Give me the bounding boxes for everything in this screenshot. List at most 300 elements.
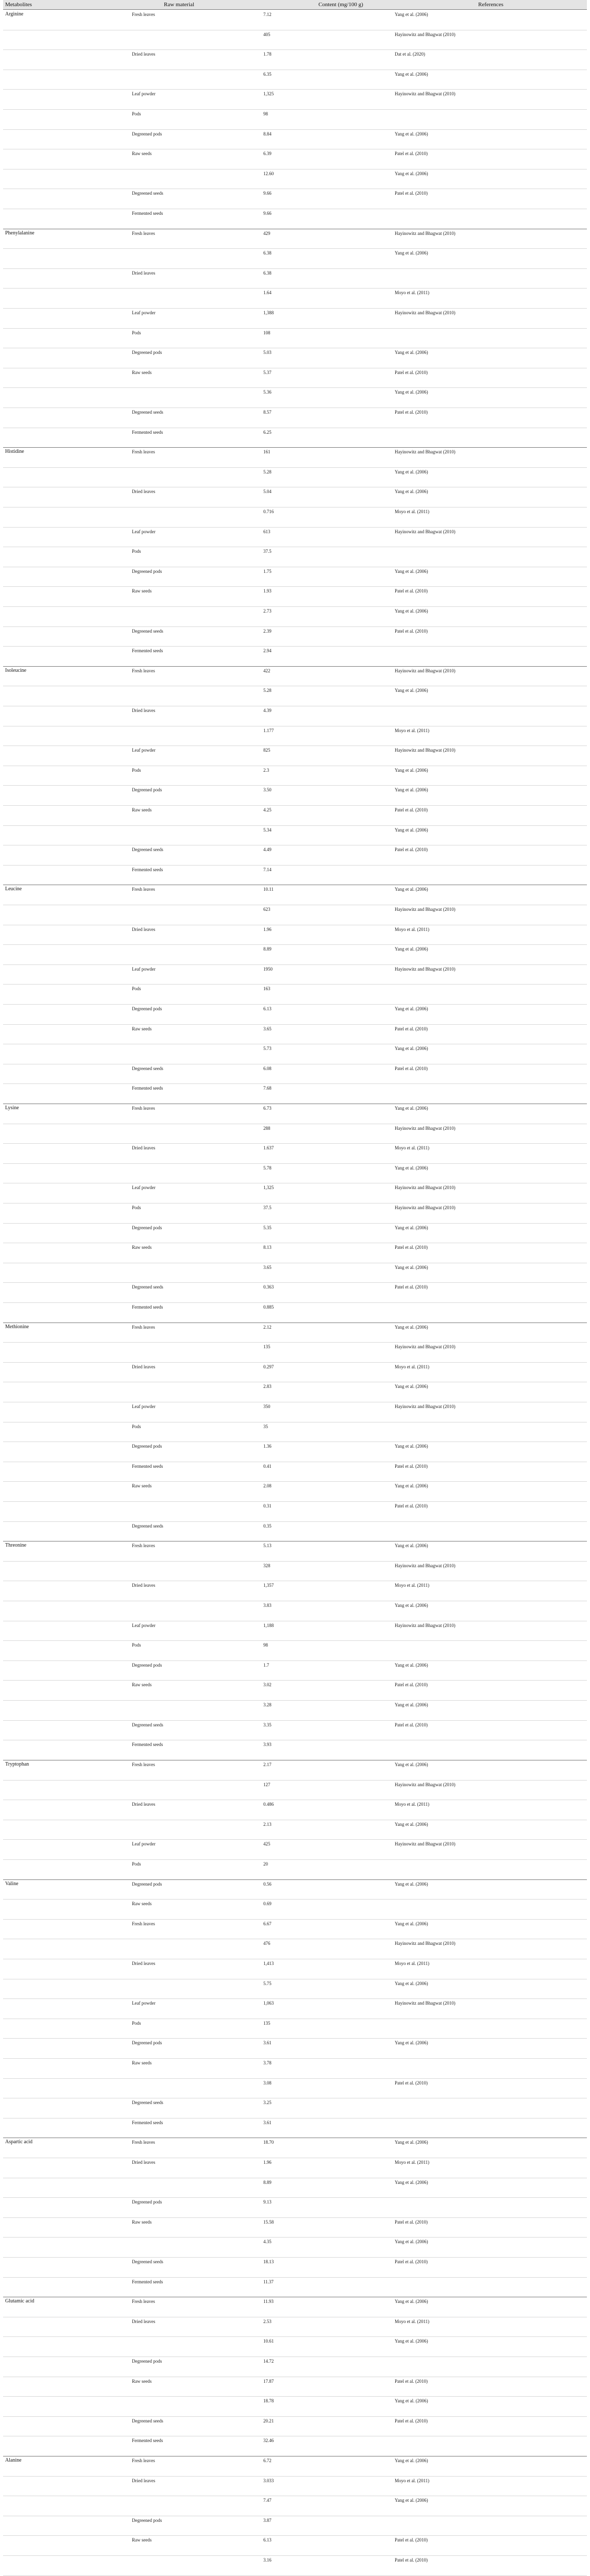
content-cell: 9.66 xyxy=(263,191,272,196)
reference-cell: Yang et al. (2006) xyxy=(395,71,428,77)
content-cell: 1.36 xyxy=(263,1444,272,1449)
raw-material-cell: Pods xyxy=(132,549,141,554)
reference-cell: Hayinowitz and Bhagwat (2010) xyxy=(395,1563,456,1568)
raw-material-cell: Dried leaves xyxy=(132,926,156,932)
row-divider xyxy=(3,2575,587,2576)
raw-material-cell: Degreened seeds xyxy=(132,1065,163,1071)
reference-cell: Yang et al. (2006) xyxy=(395,2398,428,2404)
raw-material-cell: Raw seeds xyxy=(132,807,152,813)
content-cell: 4.49 xyxy=(263,847,272,853)
row-divider xyxy=(3,785,587,786)
reference-cell: Patel et al. (2010) xyxy=(395,1284,428,1290)
row-divider xyxy=(3,825,587,826)
row-divider xyxy=(3,2555,587,2556)
content-cell: 1.96 xyxy=(263,2159,272,2165)
content-cell: 5.36 xyxy=(263,389,272,395)
row-divider xyxy=(3,109,587,110)
content-cell: 2.73 xyxy=(263,608,272,614)
row-divider xyxy=(3,2118,587,2119)
reference-cell: Yang et al. (2006) xyxy=(395,887,428,892)
reference-cell: Yang et al. (2006) xyxy=(395,1384,428,1389)
content-cell: 6.13 xyxy=(263,2537,272,2543)
raw-material-cell: Dried leaves xyxy=(132,270,156,276)
reference-cell: Hayinowitz and Bhagwat (2010) xyxy=(395,1404,456,1410)
raw-material-cell: Fresh leaves xyxy=(132,1761,155,1767)
content-cell: 9.66 xyxy=(263,211,272,216)
content-cell: 3.25 xyxy=(263,2100,272,2106)
metabolite-name: Leucine xyxy=(5,886,22,892)
raw-material-cell: Dried leaves xyxy=(132,2478,156,2483)
raw-material-cell: Raw seeds xyxy=(132,2537,152,2543)
reference-cell: Hayinowitz and Bhagwat (2010) xyxy=(395,1841,456,1847)
raw-material-cell: Degreened seeds xyxy=(132,1523,163,1529)
raw-material-cell: Fermented seeds xyxy=(132,429,163,435)
content-cell: 3.87 xyxy=(263,2517,272,2523)
content-cell: 11.93 xyxy=(263,2299,274,2304)
metabolite-name: Isoleucine xyxy=(5,667,27,673)
content-cell: 429 xyxy=(263,230,271,236)
reference-cell: Moyo et al. (2011) xyxy=(395,2159,430,2165)
reference-cell: Yang et al. (2006) xyxy=(395,2338,428,2344)
reference-cell: Yang et al. (2006) xyxy=(395,767,428,773)
content-cell: 1,325 xyxy=(263,91,274,97)
raw-material-cell: Fresh leaves xyxy=(132,2140,155,2145)
reference-cell: Yang et al. (2006) xyxy=(395,1881,428,1887)
raw-material-cell: Pods xyxy=(132,111,141,116)
reference-cell: Patel et al. (2010) xyxy=(395,847,428,853)
raw-material-cell: Raw seeds xyxy=(132,369,152,375)
reference-cell: Yang et al. (2006) xyxy=(395,171,428,176)
reference-cell: Yang et al. (2006) xyxy=(395,350,428,355)
row-divider xyxy=(3,169,587,170)
row-divider xyxy=(3,2336,587,2337)
raw-material-cell: Dried leaves xyxy=(132,489,156,495)
content-cell: 4.39 xyxy=(263,708,272,714)
content-cell: 1,388 xyxy=(263,310,274,316)
reference-cell: Yang et al. (2006) xyxy=(395,1225,428,1230)
reference-cell: Moyo et al. (2011) xyxy=(395,509,430,515)
raw-material-cell: Pods xyxy=(132,330,141,335)
content-cell: 476 xyxy=(263,1941,271,1946)
content-cell: 5.73 xyxy=(263,1046,272,1052)
reference-cell: Yang et al. (2006) xyxy=(395,1046,428,1052)
content-cell: 161 xyxy=(263,449,271,455)
reference-cell: Patel et al. (2010) xyxy=(395,2537,428,2543)
metabolite-name: Glutamic acid xyxy=(5,2298,35,2304)
content-cell: 2.13 xyxy=(263,1821,272,1827)
row-divider xyxy=(3,1899,587,1900)
row-divider xyxy=(3,2476,587,2477)
content-cell: 163 xyxy=(263,986,271,992)
row-divider xyxy=(3,1083,587,1084)
content-cell: 3.033 xyxy=(263,2478,274,2483)
reference-cell: Yang et al. (2006) xyxy=(395,1106,428,1111)
content-cell: 1.78 xyxy=(263,52,272,57)
raw-material-cell: Degreened pods xyxy=(132,131,162,137)
raw-material-cell: Leaf powder xyxy=(132,966,156,972)
reference-cell: Moyo et al. (2011) xyxy=(395,290,430,296)
content-cell: 3.50 xyxy=(263,787,272,793)
reference-cell: Yang et al. (2006) xyxy=(395,2179,428,2185)
raw-material-cell: Leaf powder xyxy=(132,91,156,97)
reference-cell: Moyo et al. (2011) xyxy=(395,1960,430,1966)
reference-cell: Yang et al. (2006) xyxy=(395,1921,428,1926)
raw-material-cell: Fermented seeds xyxy=(132,648,163,654)
raw-material-cell: Pods xyxy=(132,1861,141,1867)
content-cell: 8.13 xyxy=(263,1245,272,1250)
raw-material-cell: Degreened seeds xyxy=(132,2100,163,2106)
row-divider xyxy=(3,2237,587,2238)
reference-cell: Moyo et al. (2011) xyxy=(395,1583,430,1588)
metabolite-name: Phenylalanine xyxy=(5,230,35,236)
content-cell: 5.75 xyxy=(263,1980,272,1986)
content-cell: 1.64 xyxy=(263,290,272,296)
content-cell: 405 xyxy=(263,31,271,37)
raw-material-cell: Fresh leaves xyxy=(132,2458,155,2463)
content-cell: 0.486 xyxy=(263,1802,274,1807)
content-cell: 5.78 xyxy=(263,1165,272,1171)
content-cell: 135 xyxy=(263,1344,271,1350)
row-divider xyxy=(3,2277,587,2278)
reference-cell: Patel et al. (2010) xyxy=(395,1065,428,1071)
reference-cell: Yang et al. (2006) xyxy=(395,1980,428,1986)
row-divider xyxy=(3,1302,587,1303)
reference-cell: Yang et al. (2006) xyxy=(395,608,428,614)
row-divider xyxy=(3,2038,587,2039)
raw-material-cell: Degreened seeds xyxy=(132,191,163,196)
raw-material-cell: Dried leaves xyxy=(132,1583,156,1588)
row-divider xyxy=(3,89,587,90)
reference-cell: Patel et al. (2010) xyxy=(395,2378,428,2384)
content-cell: 11.37 xyxy=(263,2279,274,2284)
content-cell: 8.57 xyxy=(263,410,272,415)
content-cell: 6.38 xyxy=(263,270,272,276)
reference-cell: Hayinowitz and Bhagwat (2010) xyxy=(395,1205,456,1211)
header-raw-material: Raw material xyxy=(164,2,194,8)
content-cell: 5.04 xyxy=(263,489,272,495)
raw-material-cell: Fresh leaves xyxy=(132,12,155,17)
reference-cell: Moyo et al. (2011) xyxy=(395,926,430,932)
row-divider xyxy=(3,308,587,309)
content-cell: 6.35 xyxy=(263,71,272,77)
reference-cell: Yang et al. (2006) xyxy=(395,1662,428,1668)
content-cell: 0.363 xyxy=(263,1284,274,1290)
content-cell: 135 xyxy=(263,2020,271,2026)
raw-material-cell: Raw seeds xyxy=(132,1901,152,1907)
content-cell: 17.87 xyxy=(263,2378,274,2384)
reference-cell: Yang et al. (2006) xyxy=(395,827,428,833)
reference-cell: Hayinowitz and Bhagwat (2010) xyxy=(395,1125,456,1131)
row-divider xyxy=(3,1660,587,1661)
raw-material-cell: Leaf powder xyxy=(132,1404,156,1410)
reference-cell: Yang et al. (2006) xyxy=(395,2040,428,2046)
row-divider xyxy=(3,49,587,50)
content-cell: 1.93 xyxy=(263,588,272,594)
reference-cell: Hayinowitz and Bhagwat (2010) xyxy=(395,748,456,753)
reference-cell: Yang et al. (2006) xyxy=(395,2458,428,2463)
content-cell: 3.78 xyxy=(263,2060,272,2065)
header-content: Content (mg/100 g) xyxy=(318,2,363,8)
content-cell: 1,357 xyxy=(263,1583,274,1588)
row-divider xyxy=(3,467,587,468)
content-cell: 1.637 xyxy=(263,1145,274,1151)
content-cell: 3.61 xyxy=(263,2040,272,2046)
raw-material-cell: Fermented seeds xyxy=(132,1304,163,1310)
content-cell: 0.885 xyxy=(263,1304,274,1310)
reference-cell: Hayinowitz and Bhagwat (2010) xyxy=(395,1185,456,1191)
reference-cell: Patel et al. (2010) xyxy=(395,2080,428,2086)
reference-cell: Patel et al. (2010) xyxy=(395,2259,428,2264)
content-cell: 6.72 xyxy=(263,2458,272,2463)
row-divider xyxy=(3,288,587,289)
reference-cell: Moyo et al. (2011) xyxy=(395,2478,430,2483)
row-divider xyxy=(3,2217,587,2218)
row-divider xyxy=(3,1919,587,1920)
reference-cell: Patel et al. (2010) xyxy=(395,628,428,634)
raw-material-cell: Degreened pods xyxy=(132,2517,162,2523)
raw-material-cell: Fresh leaves xyxy=(132,1543,155,1549)
content-cell: 1.177 xyxy=(263,727,274,733)
metabolite-name: Threonine xyxy=(5,1543,27,1549)
content-cell: 15.58 xyxy=(263,2219,274,2225)
content-cell: 108 xyxy=(263,330,271,335)
reference-cell: Yang et al. (2006) xyxy=(395,1603,428,1608)
content-cell: 3.61 xyxy=(263,2120,272,2125)
reference-cell: Patel et al. (2010) xyxy=(395,151,428,157)
reference-cell: Yang et al. (2006) xyxy=(395,568,428,574)
reference-cell: Hayinowitz and Bhagwat (2010) xyxy=(395,1782,456,1787)
row-divider xyxy=(3,2257,587,2258)
raw-material-cell: Degreened pods xyxy=(132,350,162,355)
content-cell: 4.35 xyxy=(263,2239,272,2245)
raw-material-cell: Pods xyxy=(132,1423,141,1429)
raw-material-cell: Fresh leaves xyxy=(132,230,155,236)
raw-material-cell: Degreened pods xyxy=(132,2199,162,2205)
content-cell: 5.03 xyxy=(263,350,272,355)
content-cell: 6.38 xyxy=(263,250,272,256)
raw-material-cell: Leaf powder xyxy=(132,310,156,316)
content-cell: 6.25 xyxy=(263,429,272,435)
row-divider xyxy=(3,527,587,528)
reference-cell: Hayinowitz and Bhagwat (2010) xyxy=(395,91,456,97)
row-divider xyxy=(3,1481,587,1482)
raw-material-cell: Fresh leaves xyxy=(132,668,155,673)
reference-cell: Hayinowitz and Bhagwat (2010) xyxy=(395,2001,456,2006)
row-divider xyxy=(3,1680,587,1681)
content-cell: 1.75 xyxy=(263,568,272,574)
row-divider xyxy=(3,745,587,746)
row-divider xyxy=(3,1780,587,1781)
row-divider xyxy=(3,2535,587,2536)
row-divider xyxy=(3,1223,587,1224)
group-divider xyxy=(3,447,587,448)
row-divider xyxy=(3,1163,587,1164)
content-cell: 14.72 xyxy=(263,2358,274,2364)
row-divider xyxy=(3,1700,587,1701)
content-cell: 5.35 xyxy=(263,1225,272,1230)
content-cell: 0.41 xyxy=(263,1463,272,1469)
reference-cell: Moyo et al. (2011) xyxy=(395,1802,430,1807)
raw-material-cell: Raw seeds xyxy=(132,2219,152,2225)
content-cell: 0.35 xyxy=(263,1523,272,1529)
content-cell: 8.89 xyxy=(263,946,272,952)
content-cell: 2.3 xyxy=(263,767,269,773)
reference-cell: Yang et al. (2006) xyxy=(395,1165,428,1171)
raw-material-cell: Raw seeds xyxy=(132,1682,152,1688)
raw-material-cell: Fresh leaves xyxy=(132,887,155,892)
row-divider xyxy=(3,805,587,806)
row-divider xyxy=(3,1501,587,1502)
reference-cell: Patel et al. (2010) xyxy=(395,191,428,196)
reference-cell: Yang et al. (2006) xyxy=(395,131,428,137)
reference-cell: Yang et al. (2006) xyxy=(395,1324,428,1330)
row-divider xyxy=(3,1342,587,1343)
content-cell: 2.83 xyxy=(263,1384,272,1389)
raw-material-cell: Dried leaves xyxy=(132,2159,156,2165)
reference-cell: Yang et al. (2006) xyxy=(395,469,428,474)
raw-material-cell: Dried leaves xyxy=(132,52,156,57)
reference-cell: Yang et al. (2006) xyxy=(395,946,428,952)
row-divider xyxy=(3,1839,587,1840)
reference-cell: Yang et al. (2006) xyxy=(395,2299,428,2304)
row-divider xyxy=(3,129,587,130)
content-cell: 37.5 xyxy=(263,1205,272,1211)
content-cell: 35 xyxy=(263,1423,268,1429)
reference-cell: Yang et al. (2006) xyxy=(395,2498,428,2503)
reference-cell: Patel et al. (2010) xyxy=(395,369,428,375)
raw-material-cell: Leaf powder xyxy=(132,748,156,753)
reference-cell: Hayinowitz and Bhagwat (2010) xyxy=(395,1344,456,1350)
row-divider xyxy=(3,328,587,329)
row-divider xyxy=(3,1004,587,1005)
row-divider xyxy=(3,1720,587,1721)
content-cell: 10.61 xyxy=(263,2338,274,2344)
reference-cell: Yang et al. (2006) xyxy=(395,1702,428,1708)
raw-material-cell: Fermented seeds xyxy=(132,867,163,872)
content-cell: 98 xyxy=(263,111,268,116)
content-cell: 1950 xyxy=(263,966,273,972)
content-cell: 1,188 xyxy=(263,1622,274,1628)
content-cell: 8.89 xyxy=(263,2179,272,2185)
row-divider xyxy=(3,646,587,647)
content-cell: 6.08 xyxy=(263,1065,272,1071)
raw-material-cell: Dried leaves xyxy=(132,1960,156,1966)
raw-material-cell: Leaf powder xyxy=(132,1841,156,1847)
raw-material-cell: Fresh leaves xyxy=(132,1106,155,1111)
header-references: References xyxy=(478,2,503,8)
content-cell: 9.13 xyxy=(263,2199,272,2205)
row-divider xyxy=(3,865,587,866)
reference-cell: Moyo et al. (2011) xyxy=(395,1145,430,1151)
row-divider xyxy=(3,387,587,388)
content-cell: 3.08 xyxy=(263,2080,272,2086)
content-cell: 3.28 xyxy=(263,1702,272,1708)
raw-material-cell: Degreened pods xyxy=(132,1006,162,1012)
metabolite-name: Lysine xyxy=(5,1105,19,1111)
reference-cell: Moyo et al. (2011) xyxy=(395,727,430,733)
reference-cell: Hayinowitz and Bhagwat (2010) xyxy=(395,230,456,236)
content-cell: 1.96 xyxy=(263,926,272,932)
raw-material-cell: Degreened seeds xyxy=(132,1722,163,1727)
row-divider xyxy=(3,1024,587,1025)
raw-material-cell: Dried leaves xyxy=(132,1802,156,1807)
content-cell: 3.02 xyxy=(263,1682,272,1688)
raw-material-cell: Degreened pods xyxy=(132,1225,162,1230)
raw-material-cell: Fermented seeds xyxy=(132,2279,163,2284)
raw-material-cell: Raw seeds xyxy=(132,2378,152,2384)
raw-material-cell: Raw seeds xyxy=(132,151,152,157)
raw-material-cell: Raw seeds xyxy=(132,1245,152,1250)
reference-cell: Patel et al. (2010) xyxy=(395,2557,428,2563)
content-cell: 32.46 xyxy=(263,2438,274,2444)
content-cell: 6.13 xyxy=(263,1006,272,1012)
raw-material-cell: Dried leaves xyxy=(132,2318,156,2324)
row-divider xyxy=(3,1143,587,1144)
raw-material-cell: Pods xyxy=(132,986,141,992)
content-cell: 288 xyxy=(263,1125,271,1131)
raw-material-cell: Degreened pods xyxy=(132,2358,162,2364)
reference-cell: Patel et al. (2010) xyxy=(395,1463,428,1469)
content-cell: 3.16 xyxy=(263,2557,272,2563)
raw-material-cell: Leaf powder xyxy=(132,2001,156,2006)
content-cell: 8.84 xyxy=(263,131,272,137)
content-cell: 328 xyxy=(263,1563,271,1568)
raw-material-cell: Fresh leaves xyxy=(132,1921,155,1926)
row-divider xyxy=(3,944,587,945)
raw-material-cell: Raw seeds xyxy=(132,1483,152,1489)
content-cell: 0.716 xyxy=(263,509,274,515)
raw-material-cell: Fermented seeds xyxy=(132,1086,163,1091)
reference-cell: Hayinowitz and Bhagwat (2010) xyxy=(395,310,456,316)
raw-material-cell: Pods xyxy=(132,1642,141,1648)
raw-material-cell: Leaf powder xyxy=(132,1622,156,1628)
raw-material-cell: Fermented seeds xyxy=(132,1463,163,1469)
reference-cell: Yang et al. (2006) xyxy=(395,688,428,693)
row-divider xyxy=(3,2416,587,2417)
reference-cell: Hayinowitz and Bhagwat (2010) xyxy=(395,449,456,455)
reference-cell: Patel et al. (2010) xyxy=(395,410,428,415)
row-divider xyxy=(3,2396,587,2397)
content-cell: 2.39 xyxy=(263,628,272,634)
reference-cell: Hayinowitz and Bhagwat (2010) xyxy=(395,907,456,912)
content-cell: 7.68 xyxy=(263,1086,272,1091)
reference-cell: Patel et al. (2010) xyxy=(395,1722,428,1727)
group-divider xyxy=(3,1879,587,1880)
content-cell: 422 xyxy=(263,668,271,673)
raw-material-cell: Fresh leaves xyxy=(132,449,155,455)
reference-cell: Yang et al. (2006) xyxy=(395,787,428,793)
raw-material-cell: Degreened seeds xyxy=(132,1284,163,1290)
raw-material-cell: Pods xyxy=(132,1205,141,1211)
reference-cell: Patel et al. (2010) xyxy=(395,807,428,813)
metabolite-name: Methionine xyxy=(5,1324,29,1330)
raw-material-cell: Degreened pods xyxy=(132,787,162,793)
raw-material-cell: Dried leaves xyxy=(132,1364,156,1369)
reference-cell: Yang et al. (2006) xyxy=(395,1264,428,1270)
reference-cell: Yang et al. (2006) xyxy=(395,1006,428,1012)
row-divider xyxy=(3,964,587,965)
raw-material-cell: Fermented seeds xyxy=(132,2438,163,2444)
content-cell: 425 xyxy=(263,1841,271,1847)
raw-material-cell: Degreened pods xyxy=(132,2040,162,2046)
raw-material-cell: Fresh leaves xyxy=(132,2299,155,2304)
content-cell: 18.70 xyxy=(263,2140,274,2145)
content-cell: 127 xyxy=(263,1782,271,1787)
reference-cell: Moyo et al. (2011) xyxy=(395,1364,430,1369)
row-divider xyxy=(3,626,587,627)
raw-material-cell: Degreened seeds xyxy=(132,410,163,415)
content-cell: 0.297 xyxy=(263,1364,274,1369)
